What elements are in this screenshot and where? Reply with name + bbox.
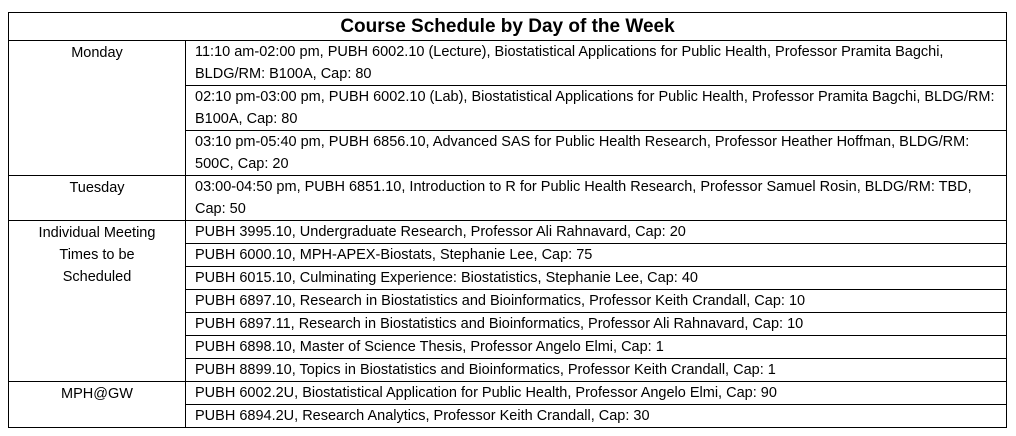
course-schedule-table [8, 12, 1007, 428]
course-entry: PUBH 6894.2U, Research Analytics, Professor Keith Crandall, Cap: 30 [186, 405, 1007, 428]
day-cell [9, 382, 186, 428]
day-label-line: Individual Meeting [38, 225, 156, 241]
course-entry: PUBH 3995.10, Undergraduate Research, Professor Ali Rahnavard, Cap: 20 [186, 221, 1007, 244]
table-row [9, 41, 1007, 86]
day-label-line: Tuesday [69, 180, 125, 196]
day-label-line: Times to be [59, 247, 135, 263]
course-entry: PUBH 8899.10, Topics in Biostatistics and Bioinformatics, Professor Keith Crandall, Cap: 1 [186, 359, 1007, 382]
course-entry: 11:10 am-02:00 pm, PUBH 6002.10 (Lecture), Biostatistical Applications for Public Health, Professor Pramita Bagchi, BLDG/RM: B100A, Cap: 80 [186, 41, 1007, 86]
day-label-line: Scheduled [62, 269, 132, 285]
course-entry: PUBH 6015.10, Culminating Experience: Biostatistics, Stephanie Lee, Cap: 40 [186, 267, 1007, 290]
day-label-line: MPH@GW [61, 386, 133, 402]
day-label-line: Monday [71, 45, 123, 61]
course-entry: 02:10 pm-03:00 pm, PUBH 6002.10 (Lab), Biostatistical Applications for Public Health, Professor Pramita Bagchi, BLDG/RM: B100A, Cap: 80 [186, 86, 1007, 131]
table-row [9, 382, 1007, 405]
day-cell [9, 221, 186, 382]
course-entry: PUBH 6000.10, MPH-APEX-Biostats, Stephanie Lee, Cap: 75 [186, 244, 1007, 267]
title-row [9, 13, 1007, 41]
day-cell [9, 176, 186, 221]
table-title: Course Schedule by Day of the Week [9, 13, 1007, 41]
course-entry: PUBH 6897.10, Research in Biostatistics and Bioinformatics, Professor Keith Crandall, Cap: 10 [186, 290, 1007, 313]
table-row [9, 221, 1007, 244]
course-entry: PUBH 6002.2U, Biostatistical Application for Public Health, Professor Angelo Elmi, Cap: 90 [186, 382, 1007, 405]
course-entry: PUBH 6897.11, Research in Biostatistics and Bioinformatics, Professor Ali Rahnavard, Cap: 10 [186, 313, 1007, 336]
table-row [9, 176, 1007, 221]
course-entry: 03:10 pm-05:40 pm, PUBH 6856.10, Advanced SAS for Public Health Research, Professor Heather Hoffman, BLDG/RM: 500C, Cap: 20 [186, 131, 1007, 176]
course-entry: 03:00-04:50 pm, PUBH 6851.10, Introduction to R for Public Health Research, Professor Samuel Rosin, BLDG/RM: TBD, Cap: 50 [186, 176, 1007, 221]
course-entry: PUBH 6898.10, Master of Science Thesis, Professor Angelo Elmi, Cap: 1 [186, 336, 1007, 359]
schedule-body [9, 41, 1007, 428]
day-cell [9, 41, 186, 176]
